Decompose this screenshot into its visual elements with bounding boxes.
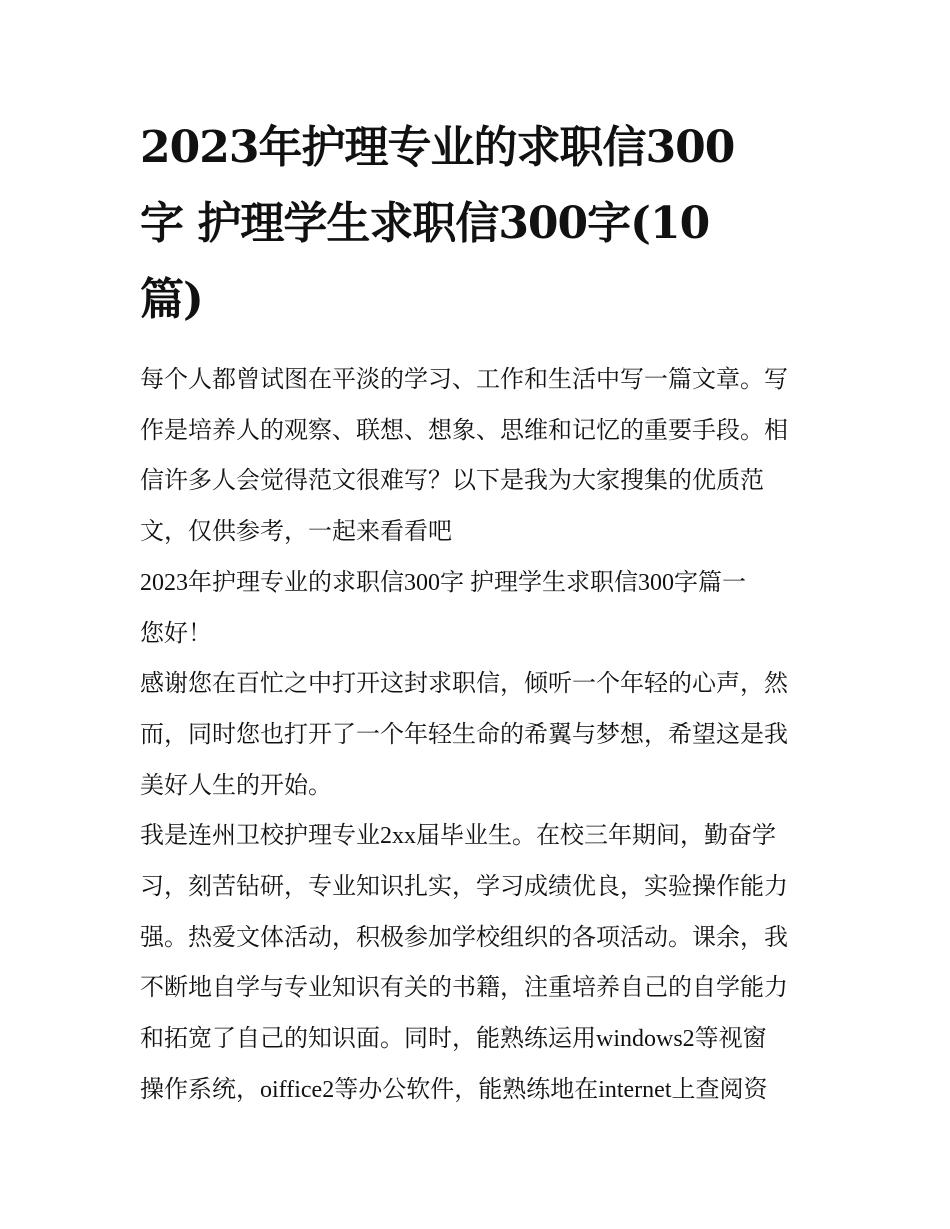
title-line: 字 护理学生求职信300字(10 [140,198,710,249]
body-line: 和拓宽了自己的知识面。同时，能熟练运用windows2等视窗 [140,1026,767,1053]
title-line: 2023年护理专业的求职信300 [140,122,735,173]
section-heading: 2023年护理专业的求职信300字 护理学生求职信300字篇一 [140,569,746,596]
body-line: 作是培养人的观察、联想、想象、思维和记忆的重要手段。相 [140,417,788,444]
document-body [140,355,788,1116]
body-line: 美好人生的开始。 [140,772,332,799]
body-line: 习，刻苦钻研，专业知识扎实，学习成绩优良，实验操作能力 [140,874,788,901]
body-line: 文，仅供参考，一起来看看吧 [140,519,452,546]
body-line: 强。热爱文体活动，积极参加学校组织的各项活动。课余，我 [140,924,788,951]
body-line: 而，同时您也打开了一个年轻生命的希翼与梦想，希望这是我 [140,721,788,748]
document-title [140,110,734,338]
title-line: 篇) [140,274,203,325]
body-line: 操作系统，oiffice2等办公软件，能熟练地在internet上查阅资 [140,1076,768,1103]
greeting: 您好！ [140,620,212,647]
body-line: 信许多人会觉得范文很难写？以下是我为大家搜集的优质范 [140,468,764,495]
body-line: 不断地自学与专业知识有关的书籍，注重培养自己的自学能力 [140,975,788,1002]
body-line: 每个人都曾试图在平淡的学习、工作和生活中写一篇文章。写 [140,367,788,393]
body-line: 我是连州卫校护理专业2xx届毕业生。在校三年期间，勤奋学 [140,823,776,850]
body-line: 感谢您在百忙之中打开这封求职信，倾听一个年轻的心声，然 [140,671,788,698]
